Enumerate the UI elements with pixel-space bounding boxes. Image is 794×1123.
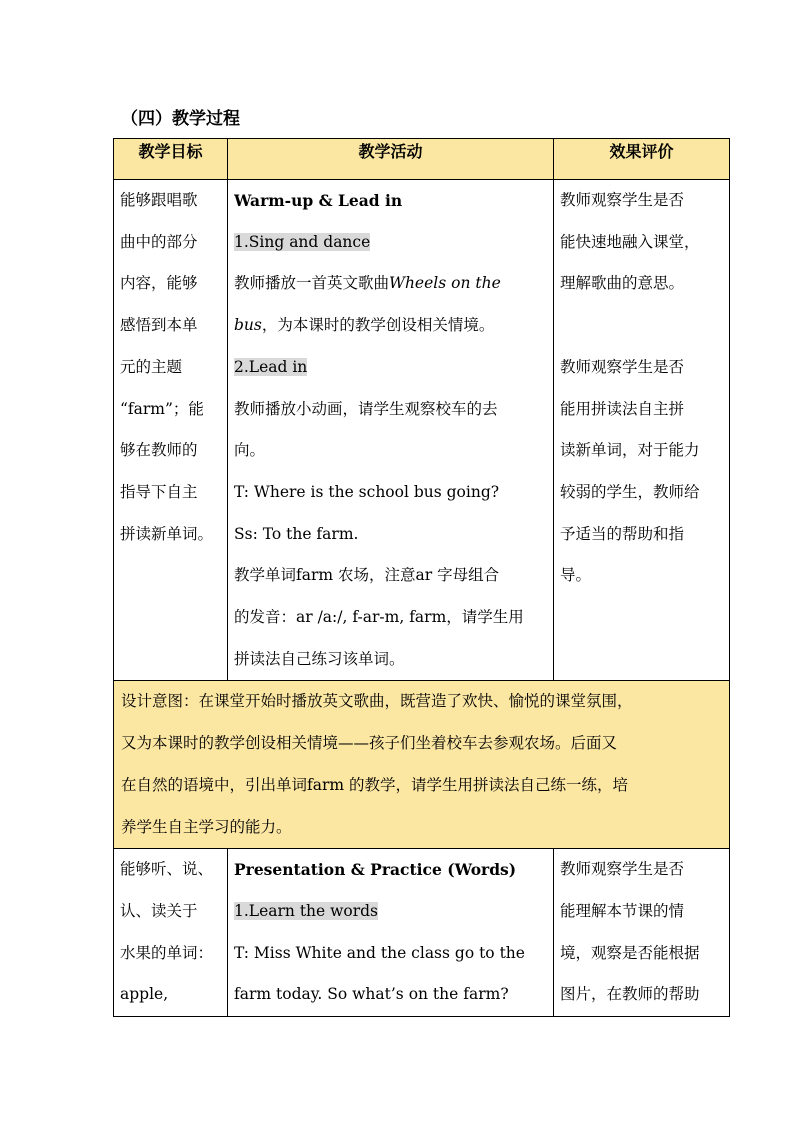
activity-text: 教师播放一首英文歌曲 [234, 274, 390, 293]
evaluation-cell [554, 180, 730, 681]
song-title: bus [234, 316, 262, 335]
goal-line: 够在教师的 [120, 441, 198, 460]
activity-heading: Presentation & Practice (Words) [234, 860, 517, 880]
evaluation-line: 导。 [560, 566, 592, 585]
song-title: Wheels on the [389, 274, 501, 293]
goal-cell [114, 180, 228, 681]
activity-text: 向。 [234, 441, 266, 460]
section-title: （四）教学过程 [121, 109, 240, 129]
activity-cell [228, 849, 554, 1017]
step-label: 2.Lead in [234, 357, 308, 376]
table-row [114, 849, 730, 1017]
dialogue-line: T: Where is the school bus going? [234, 482, 500, 501]
design-line: 在自然的语境中，引出单词farm 的教学，请学生用拼读法自己练一练，培 [121, 775, 629, 794]
evaluation-line: 能快速地融入课堂， [560, 232, 700, 251]
activity-text: 的发音：ar /a:/, f-ar-m, farm，请学生用 [234, 608, 524, 627]
header-goal: 教学目标 [114, 139, 228, 180]
design-intent-cell [114, 681, 730, 849]
goal-line: 内容，能够 [120, 274, 198, 293]
step-label: 1.Sing and dance [234, 232, 371, 251]
goal-cell [114, 849, 228, 1017]
table-row [114, 180, 730, 681]
header-evaluation: 效果评价 [554, 139, 730, 180]
goal-line: 感悟到本单 [120, 316, 198, 335]
activity-heading: Warm-up & Lead in [234, 191, 403, 210]
goal-line: 能够跟唱歌 [120, 191, 198, 209]
header-activity: 教学活动 [228, 139, 554, 180]
goal-line: 指导下自主 [120, 482, 198, 501]
goal-line: 能够听、说、 [120, 860, 214, 879]
goal-line: 元的主题 [120, 357, 183, 376]
goal-line: “farm”；能 [120, 399, 204, 418]
goal-line: apple, [120, 985, 169, 1004]
goal-line: 拼读新单词。 [120, 524, 214, 543]
evaluation-line: 理解歌曲的意思。 [560, 274, 685, 293]
evaluation-line: 教师观察学生是否 [560, 357, 685, 376]
dialogue-line: Ss: To the farm. [234, 524, 359, 543]
teaching-process-table [113, 138, 730, 1017]
evaluation-line: 境，观察是否能根据 [560, 943, 700, 962]
evaluation-line: 图片，在教师的帮助 [560, 985, 700, 1004]
goal-line: 认、读关于 [120, 901, 198, 920]
evaluation-line: 能理解本节课的情 [560, 901, 685, 920]
dialogue-line: farm today. So what’s on the farm? [234, 985, 509, 1004]
table-header-row [114, 139, 730, 180]
design-line: 设计意图：在课堂开始时播放英文歌曲，既营造了欢快、愉悦的课堂氛围， [121, 692, 633, 711]
evaluation-line: 教师观察学生是否 [560, 860, 685, 879]
evaluation-line: 较弱的学生，教师给 [560, 482, 700, 501]
goal-line: 水果的单词： [120, 943, 214, 962]
activity-text: ，为本课时的教学创设相关情境。 [261, 316, 495, 335]
evaluation-cell [554, 849, 730, 1017]
activity-text: 教师播放小动画，请学生观察校车的去 [234, 399, 498, 418]
evaluation-line: 教师观察学生是否 [560, 191, 685, 209]
blank-line [560, 305, 723, 347]
evaluation-line: 能用拼读法自主拼 [560, 399, 685, 418]
activity-cell [228, 180, 554, 681]
activity-text: 拼读法自己练习该单词。 [234, 649, 405, 668]
evaluation-line: 予适当的帮助和指 [560, 524, 685, 543]
design-line: 又为本课时的教学创设相关情境——孩子们坐着校车去参观农场。后面又 [121, 734, 618, 753]
activity-text: 教学单词farm 农场，注意ar 字母组合 [234, 566, 500, 585]
design-intent-row [114, 681, 730, 849]
design-line: 养学生自主学习的能力。 [121, 817, 292, 836]
dialogue-line: T: Miss White and the class go to the [234, 943, 525, 962]
goal-line: 曲中的部分 [120, 232, 198, 251]
step-label: 1.Learn the words [234, 901, 379, 920]
evaluation-line: 读新单词，对于能力 [560, 441, 700, 460]
